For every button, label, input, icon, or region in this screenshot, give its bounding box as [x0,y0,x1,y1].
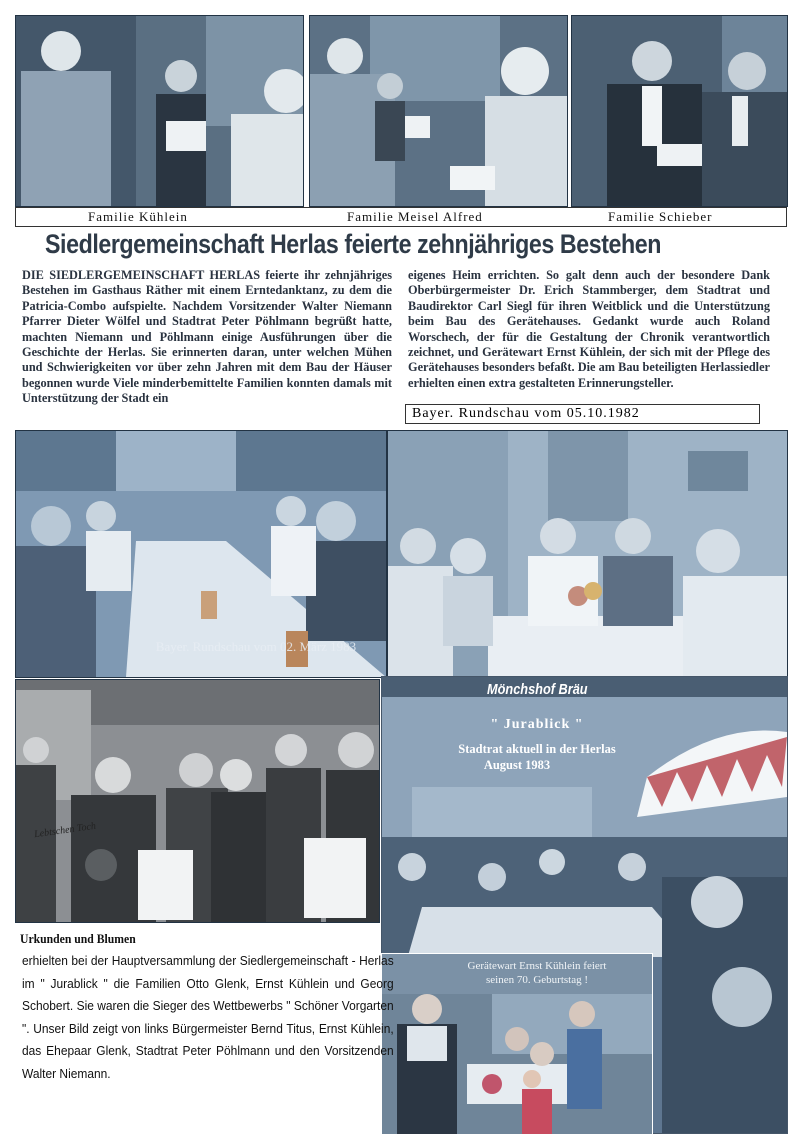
photo-restaurant-group [387,430,788,678]
photo-familie-kuehlein [15,15,304,207]
stadtrat-title: Stadtrat aktuell in der Herlas [458,742,616,756]
caption-familie-schieber: Familie Schieber [608,209,713,224]
article-column-1: DIE SIEDLERGEMEINSCHAFT HERLAS feierte ihr zehnjähriges Bestehen im Gasthaus Räther mit einem Erntedanktanz, zu dem die Patricia-Combo aufspielte. Nachdem Vorsitzender Walter Niemann Pfarrer Dieter Wölfel und Stadtrat Peter Pöhlmann begrüßt hatte, machten Niemann und Pöhlmann einige Ausführungen über die Geschichte der Herlas. Sie erinnerten daran, unter welchen Mühen und Schwierigkeiten vor über zehn Jahren mit dem Bau der Häuser begonnen wurde Viele minderbemittelte Familien konnten damals mit Unterstützung der Stadt ein [22,268,392,406]
bottom-section-text: erhielten bei der Hauptversammlung der Siedlergemeinschaft - Herlas im " Jurablick " die Familien Otto Glenk, Ernst Kühlein und Georg Schobert. Sie waren die Sieger des Wettbewerbs " Schöner Vorgarten ". Unser Bild zeigt von links Bürgermeister Bernd Titus, Ernst Kühlein, das Ehepaar Glenk, Stadtrat Peter Pöhlmann und den Vorsitzenden Walter Niemann. [22,953,394,1081]
photo-birthday [381,953,653,1135]
caption-familie-kuehlein: Familie Kühlein [88,209,188,224]
article-source: Bayer. Rundschau vom 05.10.1982 [405,404,760,424]
caption-familie-meisel: Familie Meisel Alfred [347,209,483,224]
photo-party-table [15,430,387,678]
wall-text: Lebtschen Toch [33,820,97,841]
moenchshof-sign: Mönchshof Bräu [487,681,588,698]
party-source-overlay: Bayer. Rundschau vom 02. März 1983 [155,639,357,654]
bottom-section-title: Urkunden und Blumen [20,931,136,946]
article-column-2: eigenes Heim errichten. So galt denn auch der besondere Dank Oberbürgermeister Dr. Erich Stammberger, dem Stadtrat und Baudirektor Carl Siegl für ihren Weitblick und die Unterstützung beim Bau des Gerätehauses. Gedankt wurde auch Roland Worschech, der für die Gestaltung der Chronik verantwortlich zeichnet, und Gerätewart Ernst Kühlein, der sich mit der Pflege des Gerätehauses besonders befaßt. Die am Bau beteiligten Herlassiedler erhielten einen extra gestalteten Erinnerungsteller. [408,268,770,390]
restaurant-name: " Jurablick " [490,717,584,732]
photo-familie-meisel [309,15,568,207]
article-headline: Siedlergemeinschaft Herlas feierte zehnjähriges Bestehen [45,229,662,259]
top-caption-bar [15,207,787,227]
birthday-line-2: seinen 70. Geburtstag ! [485,974,589,986]
photo-award-ceremony [15,679,380,923]
stadtrat-date: August 1983 [483,758,551,772]
photo-familie-schieber [571,15,788,207]
birthday-line-1: Gerätewart Ernst Kühlein feiert [467,960,607,972]
